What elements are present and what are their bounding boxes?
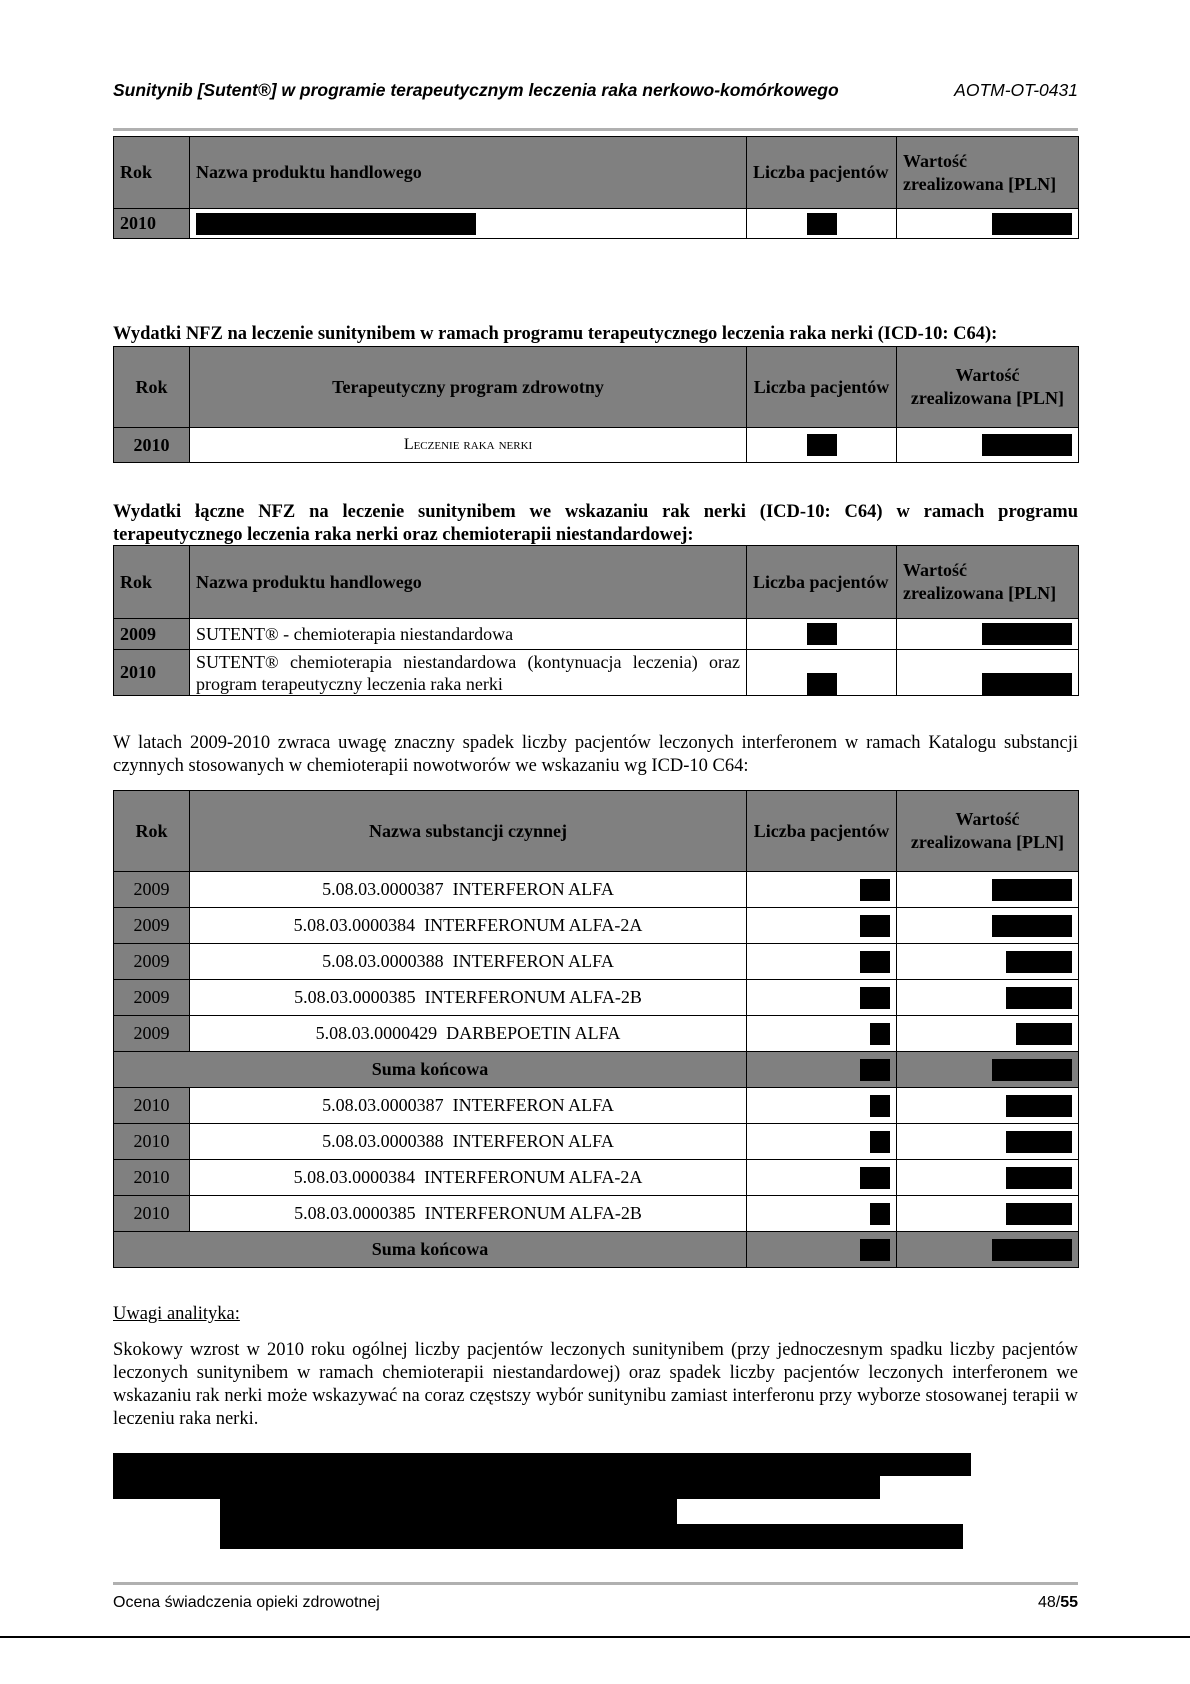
substance-cell: 5.08.03.0000387 INTERFERON ALFA: [190, 1088, 747, 1124]
col-header-year: Rok: [114, 137, 190, 209]
page-bottom-line: [0, 1636, 1190, 1638]
redaction: [992, 879, 1072, 901]
footer-rule: [113, 1582, 1078, 1585]
product-table-top: [113, 136, 1079, 239]
redaction-block: [220, 1499, 677, 1524]
redaction: [992, 213, 1072, 235]
redaction-block: [220, 1524, 963, 1549]
redaction: [1016, 1023, 1072, 1045]
table-row: [114, 944, 1079, 980]
section-heading-program: Wydatki NFZ na leczenie sunitynibem w ramach programu terapeutycznego leczenia raka nerki (ICD-10: C64):: [113, 324, 998, 344]
redaction: [1006, 1203, 1072, 1225]
sum-row: [114, 1232, 1079, 1268]
redaction: [860, 987, 890, 1009]
table-row: [114, 872, 1079, 908]
year-cell: 2010: [114, 209, 190, 239]
remarks-title: Uwagi analityka:: [113, 1304, 240, 1324]
redaction: [1006, 1131, 1072, 1153]
redaction: [860, 1167, 890, 1189]
col-header-patients: Liczba pacjentów: [747, 137, 897, 209]
substance-table: [113, 790, 1079, 1268]
redaction: [1006, 951, 1072, 973]
year-cell: 2010: [114, 1124, 190, 1160]
table-row: [114, 1124, 1079, 1160]
redaction: [870, 1203, 890, 1225]
col-header-year: Rok: [114, 347, 190, 428]
substance-cell: 5.08.03.0000387 INTERFERON ALFA: [190, 872, 747, 908]
year-cell: 2009: [114, 872, 190, 908]
table-row: [114, 428, 1079, 463]
program-cell: Leczenie raka nerki: [190, 428, 747, 463]
redaction: [870, 1023, 890, 1045]
sum-row: [114, 1052, 1079, 1088]
substance-cell: 5.08.03.0000385 INTERFERONUM ALFA-2B: [190, 980, 747, 1016]
product-cell: SUTENT® - chemioterapia niestandardowa: [190, 619, 747, 650]
table-row: [114, 1088, 1079, 1124]
table-row: [114, 619, 1079, 650]
table-row: [114, 1016, 1079, 1052]
col-header-value: Wartość zrealizowana [PLN]: [897, 137, 1079, 209]
year-cell: 2009: [114, 1016, 190, 1052]
year-cell: 2009: [114, 908, 190, 944]
substance-cell: 5.08.03.0000388 INTERFERON ALFA: [190, 1124, 747, 1160]
redaction: [1006, 987, 1072, 1009]
page-number: 48/55: [1037, 1594, 1078, 1611]
redaction: [870, 1095, 890, 1117]
substance-cell: 5.08.03.0000429 DARBEPOETIN ALFA: [190, 1016, 747, 1052]
redaction: [1006, 1167, 1072, 1189]
year-cell: 2010: [114, 1160, 190, 1196]
col-header-patients: Liczba pacjentów: [747, 347, 897, 428]
header-rule: [113, 128, 1078, 131]
table-row: [114, 908, 1079, 944]
redaction: [860, 951, 890, 973]
col-header-value: Wartość zrealizowana [PLN]: [897, 347, 1079, 428]
year-cell: 2009: [114, 619, 190, 650]
col-header-year: Rok: [114, 546, 190, 619]
col-header-product: Nazwa produktu handlowego: [190, 546, 747, 619]
document-code: AOTM-OT-0431: [954, 80, 1078, 100]
redaction: [807, 213, 837, 235]
interferon-intro: W latach 2009-2010 zwraca uwagę znaczny spadek liczby pacjentów leczonych interferonem w ramach Katalogu substancji czynnych stosowanych w chemioterapii nowotworów we wskazaniu wg ICD-10 C64:: [113, 733, 1078, 776]
substance-cell: 5.08.03.0000385 INTERFERONUM ALFA-2B: [190, 1196, 747, 1232]
page-footer: [113, 1594, 1078, 1616]
redaction: [982, 623, 1072, 645]
redaction: [1006, 1095, 1072, 1117]
substance-cell: 5.08.03.0000388 INTERFERON ALFA: [190, 944, 747, 980]
program-table: [113, 346, 1079, 463]
redaction: [982, 673, 1072, 695]
table-row: [114, 1196, 1079, 1232]
redaction: [860, 879, 890, 901]
redaction: [992, 1239, 1072, 1261]
year-cell: 2009: [114, 980, 190, 1016]
redaction-block: [113, 1476, 880, 1499]
table-row: [114, 1160, 1079, 1196]
product-cell: SUTENT® chemioterapia niestandardowa (kontynuacja leczenia) oraz program terapeutyczny leczenia raka nerki: [190, 650, 747, 696]
redaction: [807, 673, 837, 695]
year-cell: 2010: [114, 428, 190, 463]
redaction: [992, 915, 1072, 937]
redaction: [196, 213, 476, 235]
col-header-patients: Liczba pacjentów: [747, 791, 897, 872]
redaction: [870, 1131, 890, 1153]
year-cell: 2010: [114, 1196, 190, 1232]
remarks-text: Skokowy wzrost w 2010 roku ogólnej liczby pacjentów leczonych sunitynibem (przy jednoczesnym spadku liczby pacjentów leczonych sunitynibem w ramach chemioterapii niestandardowej) oraz spadek liczby pacjentów leczonych interferonem we wskazaniu rak nerki może wskazywać na coraz częstszy wybór sunitynibu zamiast interferonu przy wyborze stosowanej terapii w leczeniu raka nerki.: [113, 1340, 1078, 1429]
sum-label: Suma końcowa: [114, 1052, 747, 1088]
sum-label: Suma końcowa: [114, 1232, 747, 1268]
section-heading-combined: Wydatki łączne NFZ na leczenie sunitynibem we wskazaniu rak nerki (ICD-10: C64) w ramach programu terapeutycznego leczenia raka nerki oraz chemioterapii niestandardowej:: [113, 502, 1078, 545]
footer-label: Ocena świadczenia opieki zdrowotnej: [113, 1594, 380, 1611]
combined-table: [113, 545, 1079, 696]
col-header-substance: Nazwa substancji czynnej: [190, 791, 747, 872]
table-row: [114, 980, 1079, 1016]
page-header: [113, 80, 1078, 106]
col-header-value: Wartość zrealizowana [PLN]: [897, 546, 1079, 619]
col-header-program: Terapeutyczny program zdrowotny: [190, 347, 747, 428]
redaction: [992, 1059, 1072, 1081]
col-header-value: Wartość zrealizowana [PLN]: [897, 791, 1079, 872]
year-cell: 2010: [114, 650, 190, 696]
redaction-block: [113, 1453, 971, 1476]
substance-cell: 5.08.03.0000384 INTERFERONUM ALFA-2A: [190, 1160, 747, 1196]
col-header-year: Rok: [114, 791, 190, 872]
col-header-patients: Liczba pacjentów: [747, 546, 897, 619]
substance-cell: 5.08.03.0000384 INTERFERONUM ALFA-2A: [190, 908, 747, 944]
redaction: [807, 434, 837, 456]
col-header-product: Nazwa produktu handlowego: [190, 137, 747, 209]
redaction: [982, 434, 1072, 456]
year-cell: 2010: [114, 1088, 190, 1124]
table-row: [114, 209, 1079, 239]
document-title: Sunitynib [Sutent®] w programie terapeutycznym leczenia raka nerkowo-komórkowego: [113, 80, 839, 100]
redaction: [860, 915, 890, 937]
redaction: [860, 1239, 890, 1261]
year-cell: 2009: [114, 944, 190, 980]
redaction: [807, 623, 837, 645]
table-row: [114, 650, 1079, 696]
redaction: [860, 1059, 890, 1081]
